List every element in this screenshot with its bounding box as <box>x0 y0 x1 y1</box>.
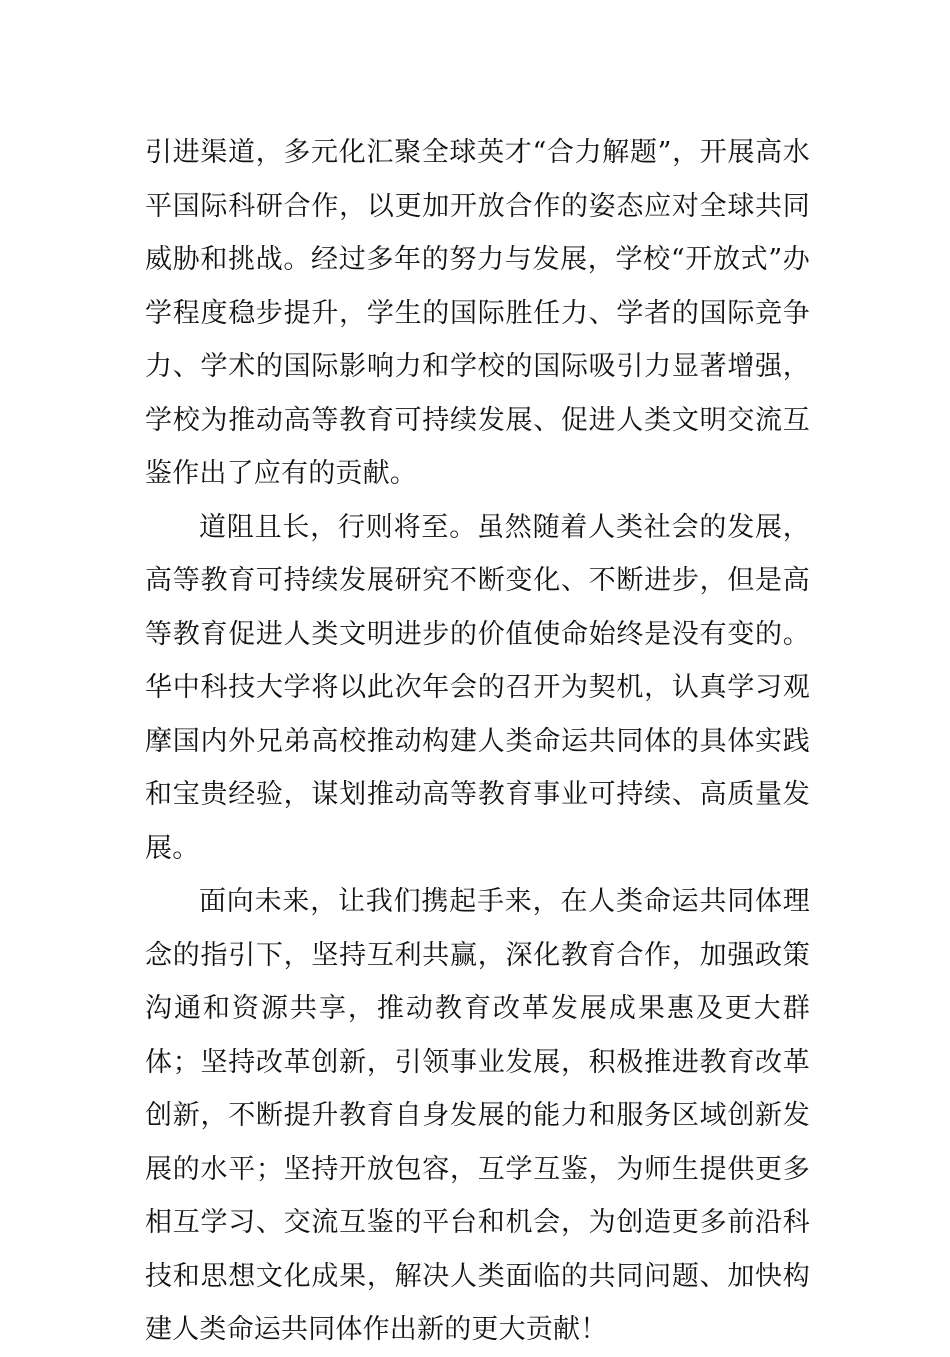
paragraph-future: 面向未来，让我们携起手来，在人类命运共同体理念的指引下，坚持互利共赢，深化教育合作，加强政策沟通和资源共享，推动教育改革发展成果惠及更大群体；坚持改革创新，引领事业发展，积极推进教育改革创新，不断提升教育自身发展的能力和服务区域创新发展的水平；坚持开放包容，互学互鉴，为师生提供更多相互学习、交流互鉴的平台和机会，为创造更多前沿科技和思想文化成果，解决人类面临的共同问题、加快构建人类命运共同体作出新的更大贡献！ <box>145 886 810 1345</box>
paragraph-continued: 引进渠道，多元化汇聚全球英才“合力解题”，开展高水平国际科研合作，以更加开放合作的姿态应对全球共同威胁和挑战。经过多年的努力与发展，学校“开放式”办学程度稳步提升，学生的国际胜任力、学者的国际竞争力、学术的国际影响力和学校的国际吸引力显著增强，学校为推动高等教育可持续发展、促进人类文明交流互鉴作出了应有的贡献。 <box>145 137 810 489</box>
paragraph-road-ahead: 道阻且长，行则将至。虽然随着人类社会的发展，高等教育可持续发展研究不断变化、不断进步，但是高等教育促进人类文明进步的价值使命始终是没有变的。华中科技大学将以此次年会的召开为契机，认真学习观摩国内外兄弟高校推动构建人类命运共同体的具体实践和宝贵经验，谋划推动高等教育事业可持续、高质量发展。 <box>145 511 810 864</box>
body-text <box>145 126 810 1357</box>
